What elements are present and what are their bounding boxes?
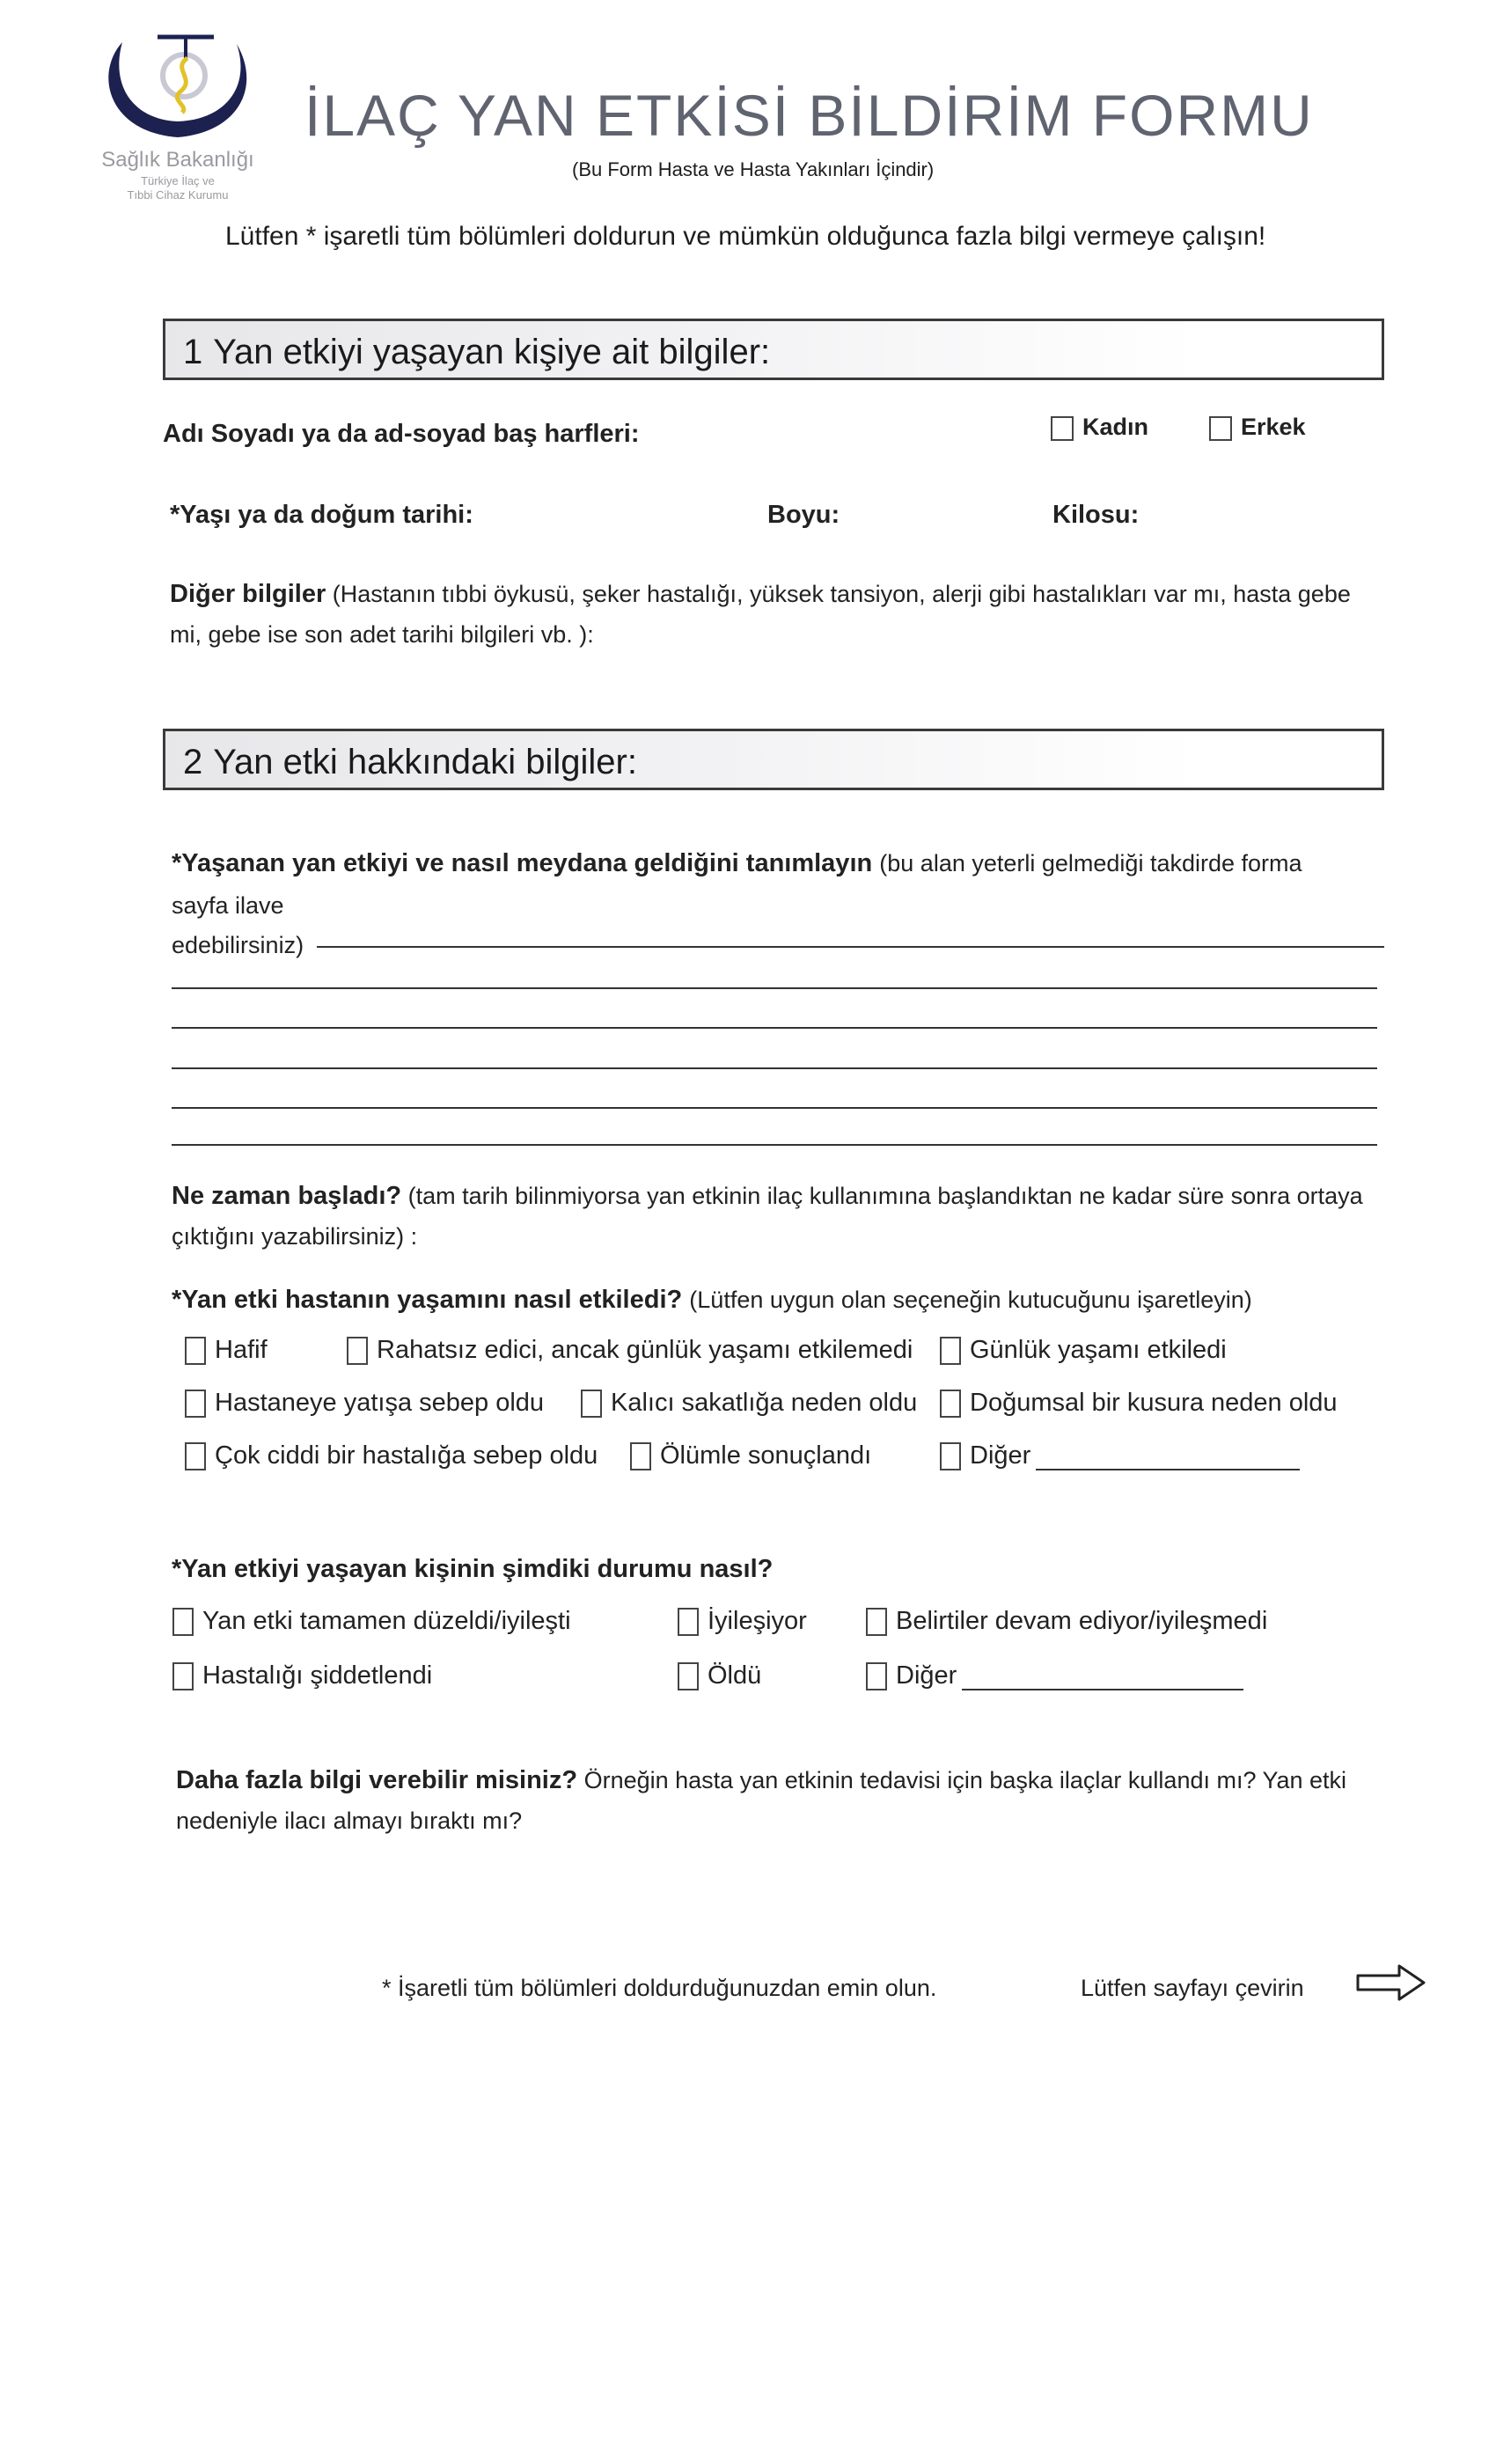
- section-1-header: [163, 319, 1384, 380]
- section-1-number: 1: [183, 333, 203, 371]
- describe-hint-3: edebilirsiniz): [172, 932, 304, 958]
- age-label: *Yaşı ya da doğum tarihi:: [170, 501, 473, 529]
- impact-option-disturbing[interactable]: [347, 1336, 913, 1365]
- impact-disability-checkbox[interactable]: [581, 1390, 602, 1418]
- section-2-header: [163, 729, 1384, 790]
- status-died-label: Öldü: [708, 1661, 762, 1690]
- onset-label: Ne zaman başladı?: [172, 1182, 402, 1210]
- impact-serious-illness-checkbox[interactable]: [185, 1442, 206, 1470]
- impact-hint: (Lütfen uygun olan seçeneğin kutucuğunu işaretleyin): [689, 1287, 1252, 1313]
- impact-option-death[interactable]: [630, 1441, 871, 1470]
- female-label: Kadın: [1082, 414, 1149, 440]
- impact-question: [172, 1280, 1252, 1320]
- impact-hospitalization-label: Hastaneye yatışa sebep oldu: [215, 1389, 545, 1417]
- status-recovering-label: İyileşiyor: [708, 1607, 807, 1635]
- impact-option-mild[interactable]: [185, 1336, 268, 1365]
- impact-option-hospitalization[interactable]: [185, 1389, 544, 1418]
- footer-note: * İşaretli tüm bölümleri doldurduğunuzdan emin olun.: [382, 1975, 937, 2001]
- status-option-worsened[interactable]: [172, 1661, 432, 1690]
- impact-other-checkbox[interactable]: [940, 1442, 961, 1470]
- male-label: Erkek: [1241, 414, 1306, 440]
- weight-label: Kilosu:: [1052, 501, 1140, 529]
- describe-answer-line-1[interactable]: [317, 946, 1384, 948]
- other-info-block: [170, 574, 1367, 655]
- status-recovered-label: Yan etki tamamen düzeldi/iyileşti: [202, 1607, 571, 1635]
- logo-agency-line2: Tıbbi Cihaz Kurumu: [127, 188, 229, 202]
- more-info-label: Daha fazla bilgi verebilir misiniz?: [176, 1766, 578, 1794]
- status-option-recovering[interactable]: [678, 1607, 807, 1636]
- describe-hint-2: sayfa ilave: [172, 892, 284, 919]
- ministry-logo: [63, 25, 292, 201]
- impact-disability-label: Kalıcı sakatlığa neden oldu: [611, 1389, 918, 1417]
- describe-label: *Yaşanan yan etkiyi ve nasıl meydana geldiğini tanımlayın: [172, 849, 873, 877]
- gender-option-male[interactable]: [1209, 414, 1306, 441]
- impact-label: *Yan etki hastanın yaşamını nasıl etkiledi?: [172, 1286, 683, 1314]
- impact-birth-defect-label: Doğumsal bir kusura neden oldu: [970, 1389, 1338, 1417]
- impact-option-disability[interactable]: [581, 1389, 917, 1418]
- male-checkbox[interactable]: [1209, 416, 1232, 441]
- impact-daily-life-checkbox[interactable]: [940, 1337, 961, 1365]
- impact-disturbing-label: Rahatsız edici, ancak günlük yaşamı etkilemedi: [377, 1336, 913, 1364]
- describe-line-1: [172, 843, 1302, 884]
- impact-mild-label: Hafif: [215, 1336, 268, 1364]
- status-option-other[interactable]: [866, 1661, 1243, 1690]
- onset-hint: (tam tarih bilinmiyorsa yan etkinin ilaç kullanımına başlandıktan ne kadar süre sonra ortaya çıktığını yazabilirsiniz) :: [172, 1183, 1363, 1250]
- section-2-title-text: Yan etki hakkındaki bilgiler:: [213, 743, 637, 781]
- impact-other-fill-line[interactable]: [1036, 1442, 1300, 1470]
- status-worsened-label: Hastalığı şiddetlendi: [202, 1661, 433, 1690]
- impact-option-other[interactable]: [940, 1441, 1300, 1470]
- status-not-recovered-checkbox[interactable]: [866, 1608, 887, 1636]
- more-info-hint: Örneğin hasta yan etkinin tedavisi için başka ilaçlar kullandı mı? Yan etki nedeniyle ilacı almayı bıraktı mı?: [176, 1767, 1347, 1834]
- female-checkbox[interactable]: [1051, 416, 1074, 441]
- right-arrow-icon: [1355, 1962, 1427, 2003]
- status-died-checkbox[interactable]: [678, 1662, 699, 1690]
- section-1-title: [183, 333, 770, 372]
- impact-death-label: Ölümle sonuçlandı: [660, 1441, 872, 1470]
- other-info-label: Diğer bilgiler: [170, 580, 326, 608]
- impact-mild-checkbox[interactable]: [185, 1337, 206, 1365]
- impact-serious-illness-label: Çok ciddi bir hastalığa sebep oldu: [215, 1441, 598, 1470]
- describe-answer-line-6[interactable]: [172, 1144, 1377, 1146]
- status-option-recovered[interactable]: [172, 1607, 571, 1636]
- name-label: Adı Soyadı ya da ad-soyad baş harfleri:: [163, 420, 640, 448]
- status-other-checkbox[interactable]: [866, 1662, 887, 1690]
- section-2-title: [183, 743, 637, 782]
- logo-org-name: Sağlık Bakanlığı: [101, 148, 254, 172]
- instructions-text: Lütfen * işaretli tüm bölümleri doldurun ve mümkün olduğunca fazla bilgi vermeye çalışın!: [225, 222, 1266, 251]
- onset-block: [172, 1176, 1368, 1257]
- page-title: İLAÇ YAN ETKİSİ BİLDİRİM FORMU: [304, 83, 1314, 148]
- status-worsened-checkbox[interactable]: [172, 1662, 194, 1690]
- crescent-figure-icon: [85, 25, 270, 148]
- more-info-block: [176, 1760, 1364, 1841]
- status-label: *Yan etkiyi yaşayan kişinin şimdiki durumu nasıl?: [172, 1555, 774, 1583]
- other-info-hint: (Hastanın tıbbi öykusü, şeker hastalığı, yüksek tansiyon, alerji gibi hastalıkları var mı, hasta gebe mi, gebe ise son adet tarihi bilgileri vb. ):: [170, 581, 1351, 648]
- describe-hint-1: (bu alan yeterli gelmediği takdirde forma: [879, 850, 1302, 876]
- describe-answer-line-5[interactable]: [172, 1107, 1377, 1109]
- height-label: Boyu:: [767, 501, 840, 529]
- status-not-recovered-label: Belirtiler devam ediyor/iyileşmedi: [896, 1607, 1268, 1635]
- turn-page-text: Lütfen sayfayı çevirin: [1081, 1975, 1304, 2001]
- section-2-number: 2: [183, 743, 203, 781]
- status-recovered-checkbox[interactable]: [172, 1608, 194, 1636]
- impact-death-checkbox[interactable]: [630, 1442, 651, 1470]
- impact-disturbing-checkbox[interactable]: [347, 1337, 368, 1365]
- status-other-label: Diğer: [896, 1661, 957, 1690]
- impact-birth-defect-checkbox[interactable]: [940, 1390, 961, 1418]
- status-option-not-recovered[interactable]: [866, 1607, 1267, 1636]
- describe-answer-line-3[interactable]: [172, 1027, 1377, 1029]
- impact-option-serious-illness[interactable]: [185, 1441, 598, 1470]
- impact-daily-life-label: Günlük yaşamı etkiledi: [970, 1336, 1227, 1364]
- impact-option-daily-life[interactable]: [940, 1336, 1227, 1365]
- gender-option-female[interactable]: [1051, 414, 1148, 441]
- describe-answer-line-4[interactable]: [172, 1067, 1377, 1069]
- status-other-fill-line[interactable]: [962, 1662, 1243, 1690]
- impact-option-birth-defect[interactable]: [940, 1389, 1338, 1418]
- describe-answer-line-2[interactable]: [172, 987, 1377, 989]
- impact-hospitalization-checkbox[interactable]: [185, 1390, 206, 1418]
- page-subtitle: (Bu Form Hasta ve Hasta Yakınları İçindir): [572, 158, 935, 180]
- status-option-died[interactable]: [678, 1661, 761, 1690]
- logo-agency-line1: Türkiye İlaç ve: [141, 174, 215, 187]
- impact-other-label: Diğer: [970, 1441, 1031, 1470]
- section-1-title-text: Yan etkiyi yaşayan kişiye ait bilgiler:: [213, 333, 771, 371]
- status-recovering-checkbox[interactable]: [678, 1608, 699, 1636]
